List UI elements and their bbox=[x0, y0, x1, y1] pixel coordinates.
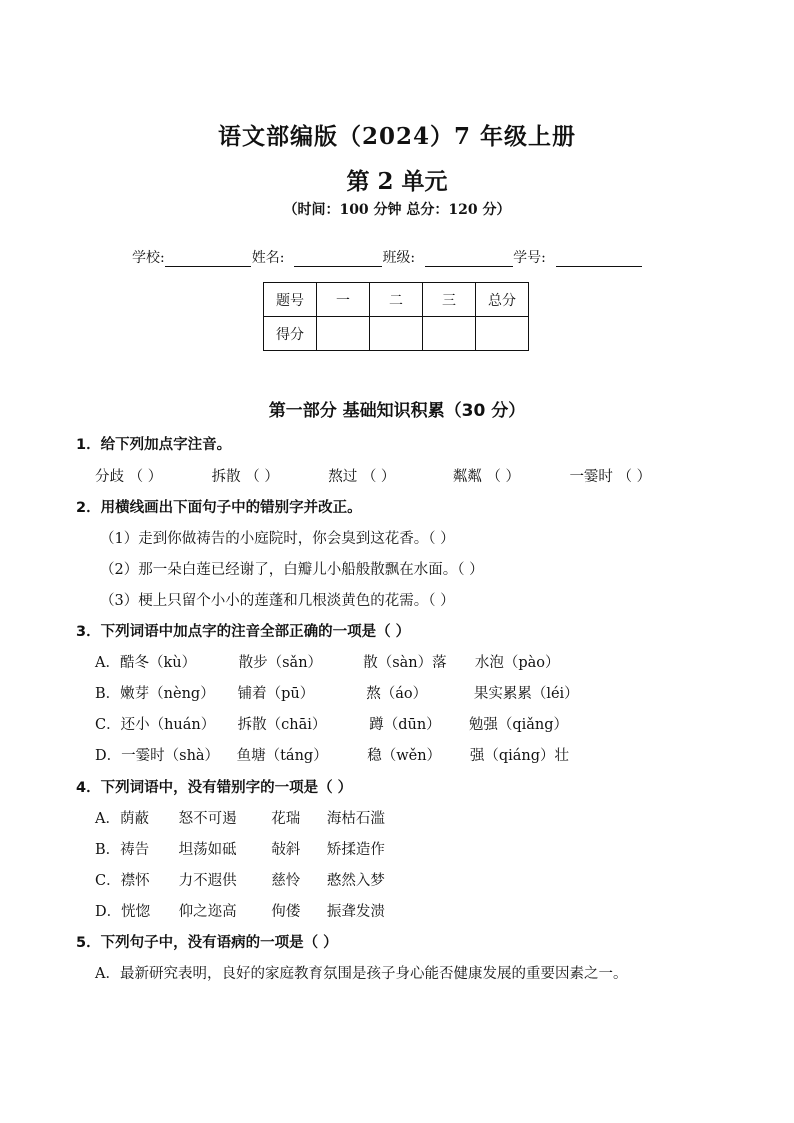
score-cell[interactable] bbox=[423, 317, 476, 351]
option-text: 敧斜 bbox=[271, 842, 301, 858]
page-subtitle: 第 2 单元 bbox=[346, 168, 448, 195]
question-3-option-a bbox=[95, 651, 559, 672]
school-label: 学校: bbox=[132, 250, 165, 266]
question-4-option-a bbox=[95, 807, 385, 828]
option-text: 水泡（pào） bbox=[474, 655, 560, 671]
option-text: 坦荡如砥 bbox=[178, 842, 237, 858]
option-text: 勉强（qiǎng） bbox=[468, 717, 569, 733]
number-field[interactable] bbox=[556, 249, 642, 267]
option-text: 怒不可遏 bbox=[178, 811, 237, 827]
name-label: 姓名: bbox=[251, 250, 285, 266]
option-text: 熬（áo） bbox=[366, 686, 428, 702]
question-2-sentence-1: （1）走到你做祷告的小庭院时，你会臭到这花香。（ ） bbox=[100, 531, 455, 547]
option-text: 拆散（chāi） bbox=[237, 717, 327, 733]
option-text: A．酷冬（kù） bbox=[95, 655, 197, 671]
table-cell: 三 bbox=[423, 283, 476, 317]
school-field[interactable] bbox=[165, 249, 251, 267]
question-4-option-b bbox=[95, 838, 385, 859]
table-cell: 得分 bbox=[264, 317, 317, 351]
list-item: 粼粼 （ ） bbox=[452, 469, 521, 485]
option-text: C．还小（huán） bbox=[95, 717, 216, 733]
score-cell[interactable] bbox=[317, 317, 370, 351]
question-5-option-a: A．最新研究表明，良好的家庭教育氛围是孩子身心能否健康发展的重要因素之一。 bbox=[95, 966, 628, 982]
option-text: 散步（sǎn） bbox=[238, 655, 323, 671]
option-text: 佝偻 bbox=[271, 904, 301, 920]
list-item: 熬过 （ ） bbox=[328, 469, 396, 485]
list-item: 一霎时 （ ） bbox=[569, 469, 652, 485]
question-4-option-c bbox=[95, 869, 385, 890]
section-heading: 第一部分 基础知识积累（30 分） bbox=[268, 401, 526, 421]
question-2-sentence-3: （3）梗上只留个小小的莲蓬和几根淡黄色的花需。（ ） bbox=[100, 593, 455, 609]
option-text: B．祷告 bbox=[95, 842, 150, 858]
question-4-option-d bbox=[95, 900, 385, 921]
option-text: D．恍惚 bbox=[95, 904, 151, 920]
option-text: 海枯石滥 bbox=[326, 811, 385, 827]
list-item: 分歧 （ ） bbox=[95, 469, 163, 485]
option-text: 强（qiáng）壮 bbox=[469, 748, 570, 764]
question-3-option-c bbox=[95, 713, 568, 734]
question-3-option-d bbox=[95, 744, 569, 765]
score-table bbox=[263, 282, 529, 351]
option-text: B．嫩芽（nèng） bbox=[95, 686, 215, 702]
option-text: 憨然入梦 bbox=[326, 873, 385, 889]
option-text: C．襟怀 bbox=[95, 873, 150, 889]
score-cell[interactable] bbox=[476, 317, 529, 351]
page-title: 语文部编版（2024）7 年级上册 bbox=[217, 123, 577, 150]
table-cell: 二 bbox=[370, 283, 423, 317]
table-cell: 一 bbox=[317, 283, 370, 317]
option-text: 仰之迩高 bbox=[178, 904, 237, 920]
question-2-stem: 2．用横线画出下面句子中的错别字并改正。 bbox=[76, 500, 362, 516]
student-info-line bbox=[132, 247, 642, 267]
score-table-score-row bbox=[264, 317, 529, 351]
option-text: 矫揉造作 bbox=[326, 842, 385, 858]
score-cell[interactable] bbox=[370, 317, 423, 351]
question-2-sentence-2: （2）那一朵白莲已经谢了，白瓣儿小船般散飘在水面。（ ） bbox=[100, 562, 484, 578]
option-text: 铺着（pū） bbox=[237, 686, 315, 702]
question-3-stem: 3．下列词语中加点字的注音全部正确的一项是（ ） bbox=[76, 624, 411, 640]
class-field[interactable] bbox=[425, 249, 513, 267]
score-table-header-row bbox=[264, 283, 529, 317]
list-item: 拆散 （ ） bbox=[211, 469, 279, 485]
question-5-stem: 5．下列句子中，没有语病的一项是（ ） bbox=[76, 935, 338, 951]
option-text: 蹲（dūn） bbox=[369, 717, 441, 733]
option-text: 力不遐供 bbox=[178, 873, 237, 889]
option-text: 振聋发溃 bbox=[326, 904, 385, 920]
option-text: 果实累累（léi） bbox=[473, 686, 579, 702]
option-text: 散（sàn）落 bbox=[363, 655, 447, 671]
option-text: 慈怜 bbox=[271, 873, 301, 889]
question-1-stem: 1．给下列加点字注音。 bbox=[76, 437, 232, 453]
question-4-stem: 4．下列词语中，没有错别字的一项是（ ） bbox=[76, 780, 353, 796]
option-text: 花瑞 bbox=[271, 811, 301, 827]
option-text: A．荫蔽 bbox=[95, 811, 149, 827]
option-text: 稳（wěn） bbox=[367, 748, 442, 764]
question-1-items bbox=[95, 465, 651, 486]
table-cell: 题号 bbox=[264, 283, 317, 317]
option-text: D．一霎时（shà） bbox=[95, 748, 220, 764]
name-field[interactable] bbox=[294, 249, 382, 267]
class-label: 班级: bbox=[382, 250, 416, 266]
question-3-option-b bbox=[95, 682, 579, 703]
table-cell: 总分 bbox=[476, 283, 529, 317]
number-label: 学号: bbox=[513, 250, 546, 266]
time-score-info: （时间：100 分钟 总分：120 分） bbox=[283, 202, 511, 218]
option-text: 鱼塘（táng） bbox=[236, 748, 328, 764]
